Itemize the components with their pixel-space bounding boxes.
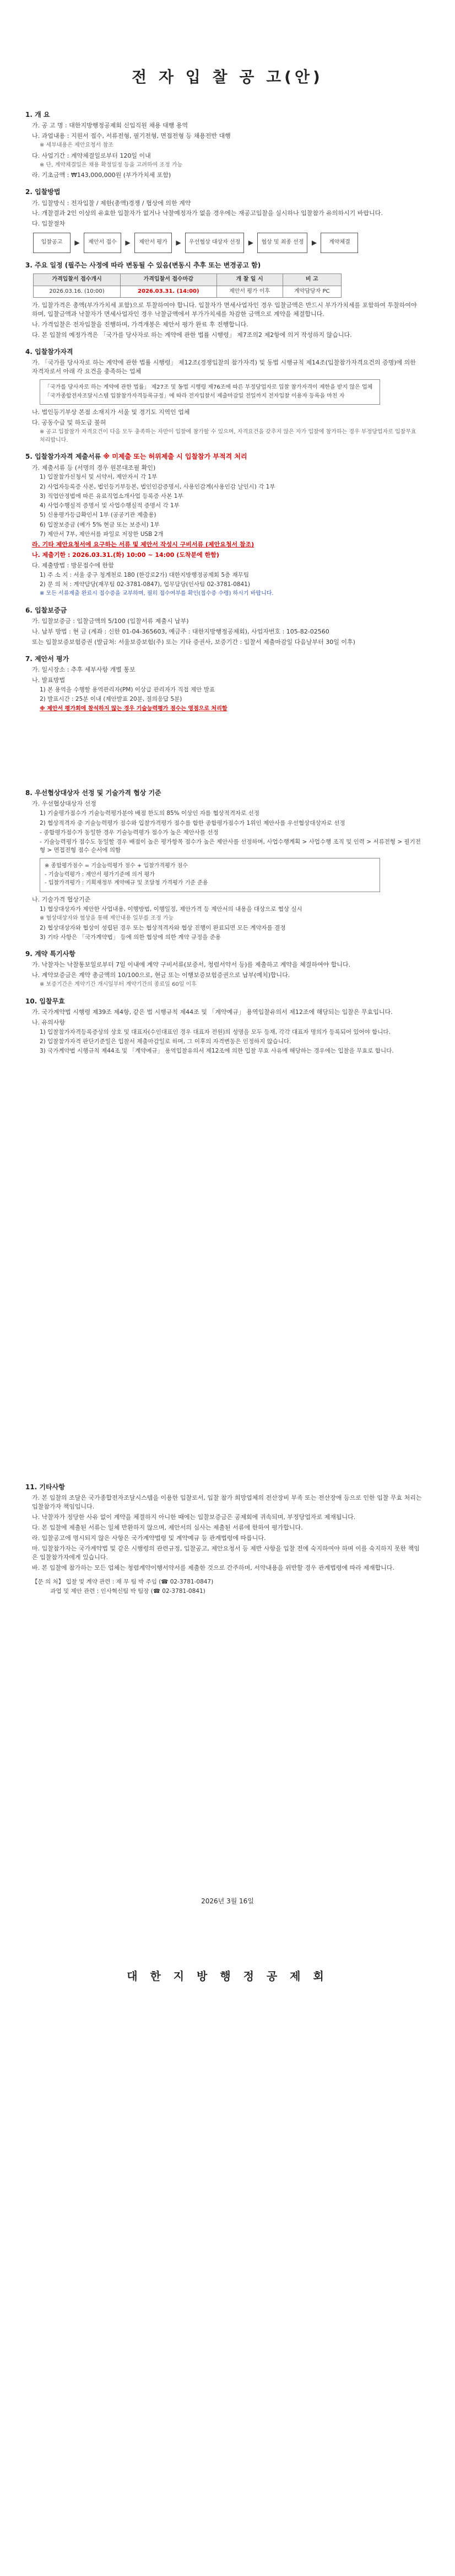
table-cell: 2026.03.16. (10:00) [34,286,121,298]
contract-item: 가. 낙찰자는 낙찰통보일로부터 7일 이내에 계약 구비서류(보증서, 청렴서약서 등)를 제출하고 계약을 체결하여야 합니다. [32,961,351,969]
invalid-sub: 2) 입찰참가자격 판단기준일은 입찰서 제출마감일로 하며, 그 이후의 자격변동은 인정하지 않습니다. [40,1038,291,1045]
evaluation-sub: 2) 발표시간 : 25분 이내 (제안발표 20분, 질의응답 5분) [40,696,182,703]
section-negotiation-heading: 8. 우선협상대상자 선정 및 기술가격 협상 기준 [25,789,161,797]
overview-item: 가. 공 고 명 : 대한지방행정공제회 신입직원 채용 대행 용역 [32,122,188,130]
overview-item: 라. 기초금액 : ₩143,000,000원 (부가가치세 포함) [32,171,171,179]
section-eligibility-heading: 4. 입찰참가자격 [25,347,73,356]
section-evaluation-heading: 7. 제안서 평가 [25,654,69,663]
table-header: 가격입찰서 접수마감 [121,274,216,286]
arrow-right-icon: ▶ [311,238,317,246]
schedule-table [33,273,342,298]
eligibility-box [40,379,380,405]
flow-step: 계약체결 [321,233,358,253]
negotiation-item: 나. 기술가격 협상기준 [32,895,91,903]
misc-item: 바. 본 입찰에 참가하는 모든 업체는 청렴계약이행서약서를 제출한 것으로 간주하며, 서약내용을 위반할 경우 관계법령에 따라 제재합니다. [32,1564,394,1571]
misc-item: 나. 낙찰자가 정당한 사유 없이 계약을 체결하지 아니한 때에는 입찰보증금은 공제회에 귀속되며, 부정당업자로 제재됩니다. [32,1513,356,1521]
deposit-item: 나. 납부 방법 : 현 금 (계좌 : 신한 01-04-365603, 예금주 : 대한지방행정공제회), 사업자번호 : 105-82-02560 [32,628,329,636]
negotiation-sub: 3) 기타 사항은 「국가계약법」 등에 의한 협상에 의한 계약 규정을 준용 [40,933,221,941]
schedule-item: 다. 본 입찰의 예정가격은 「국가를 당사자로 하는 계약에 관한 법률 시행령」 제7조의2 제2항에 의거 작성하지 않습니다. [32,331,352,339]
documents-heading-text: 5. 입찰참가자격 제출서류 [25,453,101,461]
contract-item: 나. 계약보증금은 계약 총금액의 10/100으로, 현금 또는 이행보증보험증권으로 납부(예치)합니다. [32,972,290,979]
flow-step: 제안서 접수 [84,233,121,253]
negotiation-sub: - 기술능력평가 점수도 동일할 경우 배점이 높은 평가항목 점수가 높은 제안사를 선정하며, 사업수행계획 > 사업수행 조직 및 인력 > 서류전형 > 필기전형 > 면접전형 점수 순서에 의함 [40,838,421,854]
submission-note: ※ 모든 서류제출 완료시 접수증을 교부하며, 필히 접수여부를 확인(접수증 수령) 하시기 바랍니다. [40,591,274,597]
page-title: 전 자 입 찰 공 고(안) [132,68,323,86]
flow-step: 제안서 평가 [134,233,172,253]
table-cell: 계약담당자 PC [283,286,341,298]
eligibility-item: 가. 「국가를 당사자로 하는 계약에 관한 법률 시행령」 제12조(경쟁입찰의 참가자격) 및 동법 시행규칙 제14조(입찰참가자격요건의 증명)에 의한 자격자로서 아래 각 요건을 충족하는 업체 [32,359,416,375]
section-overview-heading: 1. 개 요 [25,111,50,119]
negotiation-sub: 2) 협상적격자 중 기술능력평가 점수와 입찰가격평가 점수를 합한 종합평가점수가 1위인 제안사를 우선협상대상자로 선정 [40,819,345,827]
score-formula-line: - 입찰가격평가 : 기획재정부 계약예규 및 조달청 가격평가 기준 준용 [45,880,208,887]
overview-note: ※ 단, 계약체결일은 채용 확정일정 등을 고려하여 조정 가능 [40,162,183,168]
documents-heading-warning: ※ 미제출 또는 허위제출 시 입찰참가 부적격 처리 [103,453,247,461]
section-documents-heading [25,452,422,461]
table-header: 개 찰 일 시 [216,274,283,286]
score-formula-box [40,858,380,892]
deposit-item: 또는 입찰보증보험증권 (발급처: 서울보증보험(주) 또는 기타 증권사, 보증기간 : 입찰서 제출마감일 다음날부터 30일 이후) [32,638,355,646]
document-entry: 1) 입찰참가신청서 및 서약서, 제안자서 각 1부 [40,474,158,481]
procedure-flow [25,233,422,253]
arrow-right-icon: ▶ [125,238,131,246]
organization-name: 대 한 지 방 행 정 공 제 회 [127,1969,328,1983]
table-cell: 2026.03.31. (14:00) [121,286,216,298]
table-header: 가격입찰서 접수개시 [34,274,121,286]
eligibility-item: 다. 공동수급 및 하도급 불허 [32,419,106,427]
method-item: 가. 입찰방식 : 전자입찰 / 제한(총액)경쟁 / 협상에 의한 계약 [32,199,191,207]
flow-step: 우선협상 대상자 선정 [185,233,244,253]
section-deposit-heading: 6. 입찰보증금 [25,606,67,614]
section-method-heading: 2. 입찰방법 [25,188,61,196]
score-formula-line: - 기술능력평가 : 제안서 평가기준에 의거 평가 [45,871,155,878]
table-header: 비 고 [283,274,341,286]
documents-item: 다. 제출방법 : 방문접수에 한함 [32,561,114,569]
arrow-right-icon: ▶ [74,238,80,246]
invalid-sub: 3) 국가계약법 시행규칙 제44조 및 「계약예규」 용역입찰유의서 제12조에 의한 입찰 무효 사유에 해당하는 경우에는 입찰을 무효로 합니다. [40,1048,394,1055]
submission-method-entry: 1) 주 소 지 : 서울 중구 청계천로 180 (한강로2가) 대한지방행정공제회 5층 재무팀 [40,571,249,578]
evaluation-item: 나. 발표방법 [32,677,66,684]
table-cell: 제안서 평가 이후 [216,286,283,298]
schedule-item: 가. 입찰가격은 총액(부가가치세 포함)으로 투찰하여야 합니다. 입찰자가 면세사업자인 경우 입찰금액은 반드시 부가가치세를 포함하여 투찰하여야 하며, 입찰금액과 낙찰자가 면세사업자인 경우 낙찰금액에서 부가가치세를 차감한 금액으로 계약을 체결합니다. [32,302,417,318]
section-invalid-heading: 10. 입찰무효 [25,997,65,1005]
submission-method-entry: 2) 문 의 처 : 계약담당(재무팀 02-3781-0847), 업무담당(인사팀 02-3781-0841) [40,581,250,588]
announcement-date: 2026년 3월 16일 [201,1897,254,1905]
contact-line: 【문 의 처】 입찰 및 계약 관련 : 재 무 팀 박 주임 (☎ 02-3781-0847) [32,1578,214,1585]
misc-item: 가. 본 입찰의 조달은 국가종합전자조달시스템을 이용한 입찰로서, 입찰 참가 희망업체의 전산장비 부족 또는 전산장애 등으로 인한 입찰 무효 처리는 입찰참가자 책임입니다. [32,1494,422,1511]
page-spacer [25,1056,422,1475]
section-contract-heading: 9. 계약 특기사항 [25,950,75,958]
document-entry: 6) 입찰보증금 (예가 5% 현금 또는 보증서) 1부 [40,521,160,528]
negotiation-item: 가. 우선협상대상자 선정 [32,800,96,808]
documents-item: 가. 제출서류 등 (서명의 경우 원본대조필 확인) [32,464,156,471]
document-entry: 3) 직업안정법에 따른 유료직업소개사업 등록증 사본 1부 [40,492,183,500]
contract-note: ※ 보증기간은 계약기간 개시일부터 계약기간의 종료일 60일 이후 [40,981,197,988]
deposit-item: 가. 입찰보증금 : 입찰금액의 5/100 (입찰서류 제출시 납부) [32,618,189,625]
negotiation-sub: 1) 기술평가점수가 기술능력평가분야 배점 한도의 85% 이상인 자를 협상적격자로 선정 [40,810,259,817]
eligibility-requirement: 「국가를 당사자로 하는 계약에 관한 법률」 제27조 및 동법 시행령 제76조에 따른 부정당업자로 입찰 참가자격이 제한을 받지 않은 업체 [45,384,373,391]
invalid-item: 나. 유의사항 [32,1019,66,1027]
misc-item: 라. 입찰공고에 명시되지 않은 사항은 국가계약법령 및 계약예규 등 관계법령에 따릅니다. [32,1534,266,1542]
evaluation-warning: ※ 제안서 평가회에 참석하지 않는 경우 기술능력평가 점수는 영점으로 처리함 [40,705,228,712]
invalid-sub: 1) 입찰참가자격등록증상의 상호 및 대표자(수인대표인 경우 대표자 전원)의 성명을 모두 등재, 각각 대표자 명의가 등록되어 있어야 합니다. [40,1029,391,1036]
overview-item: 다. 사업기간 : 계약체결일로부터 120일 이내 [32,152,151,159]
flow-step: 입찰공고 [33,233,71,253]
section-schedule-heading: 3. 주요 일정 (필주는 사정에 따라 변동될 수 있음(변동시 추후 또는 변경공고 함) [25,261,261,269]
arrow-right-icon: ▶ [248,238,253,246]
flow-step: 협상 및 최종 선정 [257,233,307,253]
overview-note: ※ 세부내용은 제안요청서 참조 [40,142,113,149]
method-item: 나. 개찰결과 2인 이상의 유효한 입찰자가 없거나 낙찰예정자가 없을 경우에는 재공고입찰을 실시하나 입찰참가 유의하시기 바랍니다. [32,210,383,217]
announcement-body-continued [25,788,422,1596]
eligibility-requirement: 「국가종합전자조달시스템 입찰참가자격등록규정」에 따라 전자입찰서 제출마감일 전일까지 전자입찰 이용자 등록을 마친 자 [45,393,345,399]
negotiation-sub: 2) 협상대상자와 협상이 성립된 경우 또는 협상적격자와 협상 진행이 완료되면 모든 계약자를 결정 [40,924,286,931]
section-misc-heading: 11. 기타사항 [25,1483,65,1491]
document-entry: 7) 제안서 7부, 제안서를 파일로 저장한 USB 2개 [40,530,164,538]
negotiation-note: ※ 협상대상자와 협상을 통해 제안내용 일부를 조정 가능 [40,915,174,922]
document-entry: 4) 사업수행실적 증명서 및 사업수행실적 증명서 각 1부 [40,502,180,509]
eligibility-note: ※ 공고 입찰참가 자격요건이 다음 모두 충족하는 자만이 입찰에 참가할 수 있으며, 자격요건을 갖추지 않은 자가 입찰에 참가하는 경우 부정당업자로 입찰무효 처리합니다. [40,429,416,443]
overview-item: 나. 과업내용 : 지원서 접수, 서류전형, 필기전형, 면접전형 등 채용전반 대행 [32,132,231,140]
score-formula-line: ※ 종합평가점수 = 기술능력평가 점수 + 입찰가격평가 점수 [45,863,188,870]
evaluation-item: 가. 일시장소 : 추후 세부사항 개별 통보 [32,666,136,674]
invalid-item: 가. 국가계약법 시행령 제39조 제4항, 같은 법 시행규칙 제44조 및 「계약예규」 용역입찰유의서 제12조에 해당되는 입찰은 무효입니다. [32,1008,393,1016]
misc-item: 다. 본 입찰에 제출된 서류는 일체 반환하지 않으며, 제안서의 심사는 제출된 서류에 한하여 평가합니다. [32,1523,303,1531]
arrow-right-icon: ▶ [176,238,181,246]
negotiation-sub: - 종합평가점수가 동일한 경우 기술능력평가 점수가 높은 제안사를 선정 [40,829,219,836]
eligibility-item: 나. 법인등기부상 본점 소재지가 서울 및 경기도 지역인 업체 [32,409,190,416]
negotiation-sub: 1) 협상대상자가 제안한 사업내용, 이행방법, 이행일정, 제안가격 등 제안서의 내용을 대상으로 협상 실시 [40,905,302,913]
misc-item: 마. 입찰참가자는 국가계약법 및 같은 시행령의 관련규정, 입찰공고, 제안요청서 등 제반 사항을 입찰 전에 숙지하여야 하며 이를 숙지하지 못한 책임은 입찰참가자에게 있습니다. [32,1544,420,1561]
document-entry: 5) 신용평가등급확인서 1부 (공공기관 제출용) [40,512,156,519]
method-item: 다. 입찰절차 [32,220,66,228]
schedule-item: 나. 가격입찰은 전자입찰을 진행하며, 가격개봉은 제안서 평가 완료 후 진행합니다. [32,321,248,329]
documents-item: 라. 기타 제안요청서에 요구하는 서류 및 제안서 작성시 구비서류 (제안요청서 참조) [32,540,254,548]
evaluation-sub: 1) 본 용역을 수행할 용역관리자(PM) 이상급 관리자가 직접 제안 발표 [40,686,215,694]
document-entry: 2) 사업자등록증 사본, 법인등기부등본, 법인인감증명서, 사용인감계(사용인감 날인시) 각 1부 [40,483,275,490]
announcement-body [25,110,422,713]
contact-line: 과업 및 제안 관련 : 인사혁신팀 박 팀장 (☎ 02-3781-0841) [32,1587,205,1595]
submission-deadline: 나. 제출기한 : 2026.03.31.(화) 10:00 ~ 14:00 (도착분에 한함) [32,551,219,559]
